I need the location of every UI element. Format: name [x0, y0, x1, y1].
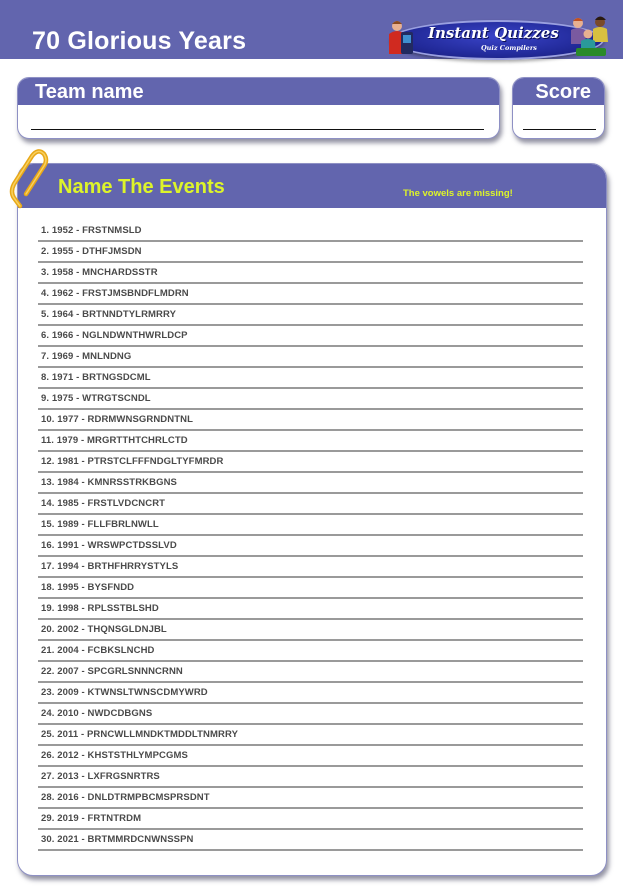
question-item: 1. 1952 - FRSTNMSLD — [38, 221, 583, 242]
round-header — [18, 164, 606, 208]
team-name-answer-line[interactable] — [31, 129, 484, 130]
question-item: 22. 2007 - SPCGRLSNNNCRNN — [38, 662, 583, 683]
question-item: 29. 2019 - FRTNTRDM — [38, 809, 583, 830]
team-name-label: Team name — [18, 78, 499, 105]
question-item: 9. 1975 - WTRGTSCNDL — [38, 389, 583, 410]
logo-tagline: Quiz Compilers — [481, 44, 537, 52]
question-item: 24. 2010 - NWDCDBGNS — [38, 704, 583, 725]
round-hint: The vowels are missing! — [403, 188, 513, 199]
question-item: 20. 2002 - THQNSGLDNJBL — [38, 620, 583, 641]
question-item: 3. 1958 - MNCHARDSSTR — [38, 263, 583, 284]
question-item: 14. 1985 - FRSTLVDCNCRT — [38, 494, 583, 515]
round-panel — [17, 163, 607, 876]
question-item: 16. 1991 - WRSWPCTDSSLVD — [38, 536, 583, 557]
quizzer-figure-icon — [386, 18, 416, 58]
quiz-team-figures-icon — [566, 14, 610, 60]
header-bar — [0, 0, 623, 59]
question-item: 6. 1966 - NGLNDWNTHWRLDCP — [38, 326, 583, 347]
question-item: 19. 1998 - RPLSSTBLSHD — [38, 599, 583, 620]
question-item: 11. 1979 - MRGRTTHTCHRLCTD — [38, 431, 583, 452]
instant-quizzes-logo — [386, 14, 610, 66]
team-name-box — [17, 77, 500, 139]
question-item: 5. 1964 - BRTNNDTYLRMRRY — [38, 305, 583, 326]
question-list — [38, 221, 583, 851]
question-item: 2. 1955 - DTHFJMSDN — [38, 242, 583, 263]
question-item: 17. 1994 - BRTHFHRRYSTYLS — [38, 557, 583, 578]
question-item: 13. 1984 - KMNRSSTRKBGNS — [38, 473, 583, 494]
score-answer-line[interactable] — [523, 129, 596, 130]
score-label: Score — [513, 78, 604, 105]
question-item: 18. 1995 - BYSFNDD — [38, 578, 583, 599]
question-item: 28. 2016 - DNLDTRMPBCMSPRSDNT — [38, 788, 583, 809]
question-item: 12. 1981 - PTRSTCLFFFNDGLTYFMRDR — [38, 452, 583, 473]
question-item: 25. 2011 - PRNCWLLMNDKTMDDLTNMRRY — [38, 725, 583, 746]
question-item: 21. 2004 - FCBKSLNCHD — [38, 641, 583, 662]
page-title: 70 Glorious Years — [32, 27, 247, 55]
score-box — [512, 77, 605, 139]
question-item: 27. 2013 - LXFRGSNRTRS — [38, 767, 583, 788]
question-item: 4. 1962 - FRSTJMSBNDFLMDRN — [38, 284, 583, 305]
question-item: 7. 1969 - MNLNDNG — [38, 347, 583, 368]
question-item: 23. 2009 - KTWNSLTWNSCDMYWRD — [38, 683, 583, 704]
question-item: 30. 2021 - BRTMMRDCNWNSSPN — [38, 830, 583, 851]
question-item: 15. 1989 - FLLFBRLNWLL — [38, 515, 583, 536]
paperclip-icon — [6, 148, 54, 214]
question-item: 10. 1977 - RDRMWNSGRNDNTNL — [38, 410, 583, 431]
round-title: Name The Events — [58, 176, 225, 198]
question-item: 8. 1971 - BRTNGSDCML — [38, 368, 583, 389]
question-item: 26. 2012 - KHSTSTHLYMPCGMS — [38, 746, 583, 767]
logo-text: Instant Quizzes — [428, 24, 559, 42]
